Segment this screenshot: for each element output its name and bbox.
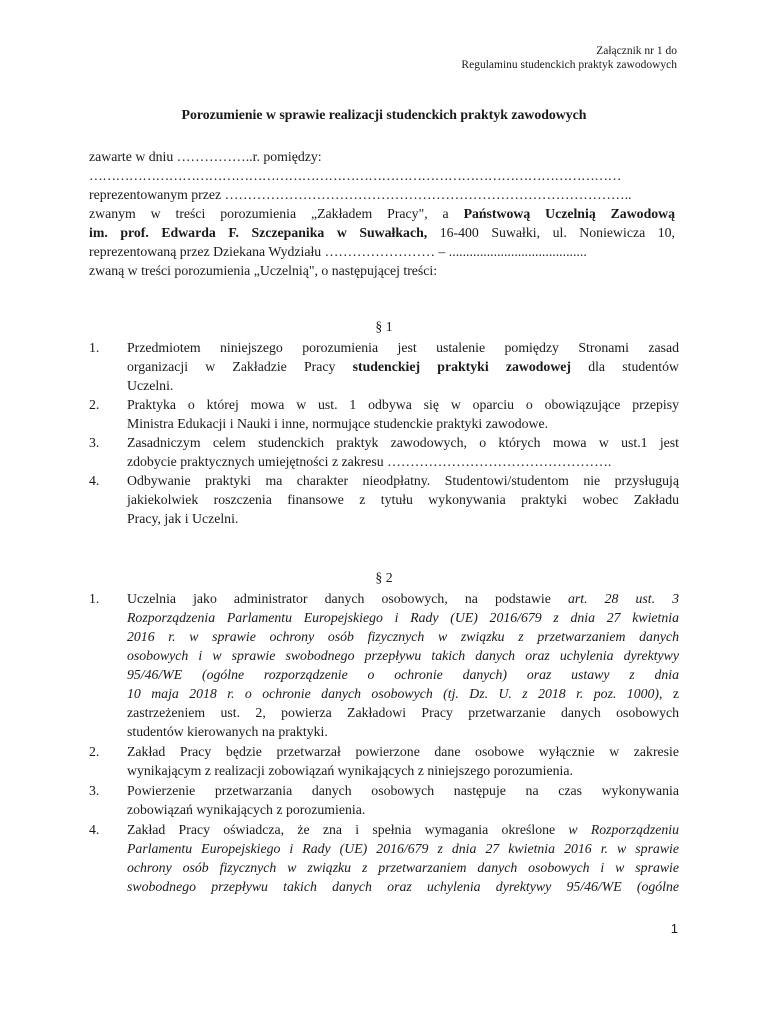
item-line: Przedmiotem niniejszego porozumienia jest ustalenie pomiędzy Stronami zasad (127, 340, 679, 355)
intro-workplace-line (89, 204, 675, 223)
item-line: Zasadniczym celem studenckich praktyk zawodowych, o których mowa w ust.1 jest (127, 435, 679, 450)
item-line: Pracy, jak i Uczelni. (127, 511, 239, 526)
item-line: zastrzeżeniem ust. 2, powierza Zakładowi Pracy przetwarzanie danych osobowych (127, 705, 679, 720)
item-line: zobowiązań wynikających z porozumienia. (127, 802, 366, 817)
university-name-part2: im. prof. Edwarda F. Szczepanika w Suwałkach, (89, 225, 428, 240)
intro-university-line (89, 223, 675, 242)
section-1-item-1 (89, 338, 679, 395)
intro-dean-line: reprezentowaną przez Dziekana Wydziału …………………… – ........................................ (89, 244, 587, 259)
document-title: Porozumienie w sprawie realizacji studenckich praktyk zawodowych (181, 107, 587, 122)
intro-party-line: ………………………………………………………………………………………………………… (89, 168, 621, 183)
attachment-regulation: Regulaminu studenckich praktyk zawodowych (461, 59, 677, 71)
item-number: 1. (89, 340, 100, 355)
section-2-heading: § 2 (375, 570, 393, 585)
section-1-heading: § 1 (375, 319, 393, 334)
item-number: 4. (89, 822, 100, 837)
legal-reference: art. 28 ust. 3 (567, 591, 679, 606)
item-line: jakiekolwiek roszczenia finansowe z tytułu wykonywania praktyki wobec Zakładu (127, 492, 679, 507)
item-line: Rozporządzenia Parlamentu Europejskiego i Rady (UE) 2016/679 z dnia 27 kwietnia (127, 610, 679, 625)
item-line: Uczelni. (127, 378, 174, 393)
attachment-label: Załącznik nr 1 do (596, 45, 677, 57)
section-1-item-4 (89, 471, 679, 528)
section-2-item-3 (89, 781, 679, 819)
intro-date-line: zawarte w dniu ……………..r. pomiędzy: (89, 149, 322, 164)
item-number: 2. (89, 744, 100, 759)
item-line: zdobycie praktycznych umiejętności z zakresu …………………………………………. (127, 454, 612, 469)
item-line: wynikającym z realizacji zobowiązań wynikających z niniejszego porozumienia. (127, 763, 573, 778)
intro-workplace-text: zwanym w treści porozumienia „Zakładem Pracy", a (89, 206, 464, 221)
item-number: 2. (89, 397, 100, 412)
intro-represented-line: reprezentowanym przez …………………………………………………………………………….. (89, 187, 632, 202)
item-line: organizacji w Zakładzie Pracy studenckiej praktyki zawodowej dla studentów (127, 359, 679, 374)
section-2-item-2 (89, 742, 679, 780)
practice-type-bold: studenckiej praktyki zawodowej (352, 359, 571, 374)
item-line: Parlamentu Europejskiego i Rady (UE) 2016/679 z dnia 27 kwietnia 2016 r. w sprawie (127, 841, 679, 856)
item-line: ochrony osób fizycznych w związku z przetwarzaniem danych osobowych i w sprawie (127, 860, 679, 875)
section-1-item-3 (89, 433, 679, 471)
item-line: studentów kierowanych na praktyki. (127, 724, 328, 739)
intro-closing-line: zwaną w treści porozumienia „Uczelnią", o następującej treści: (89, 263, 438, 278)
page-number: 1 (670, 921, 678, 936)
item-line: 10 maja 2018 r. o ochronie danych osobowych (tj. Dz. U. z 2018 r. poz. 1000), z (127, 686, 679, 701)
university-address: 16-400 Suwałki, ul. Noniewicza 10, (427, 225, 675, 240)
section-2-item-4 (89, 820, 679, 896)
item-number: 1. (89, 591, 100, 606)
item-line: Odbywanie praktyki ma charakter nieodpłatny. Studentowi/studentom nie przysługują (127, 473, 679, 488)
item-line: 2016 r. w sprawie ochrony osób fizycznych w związku z przetwarzaniem danych (127, 629, 679, 644)
item-line: Zakład Pracy oświadcza, że zna i spełnia wymagania określone w Rozporządzeniu (127, 822, 679, 837)
item-line: Ministra Edukacji i Nauki i inne, normujące studenckie praktyki zawodowe. (127, 416, 549, 431)
section-1-item-2 (89, 395, 679, 433)
item-number: 4. (89, 473, 100, 488)
item-line: swobodnego przepływu takich danych oraz uchylenia dyrektywy 95/46/WE (ogólne (127, 879, 679, 894)
item-line: Powierzenie przetwarzania danych osobowych następuje na czas wykonywania (127, 783, 679, 798)
item-line: Praktyka o której mowa w ust. 1 odbywa się w oparciu o obowiązujące przepisy (127, 397, 679, 412)
item-line: Uczelnia jako administrator danych osobowych, na podstawie art. 28 ust. 3 (127, 591, 679, 606)
item-line: Zakład Pracy będzie przetwarzał powierzone dane osobowe wyłącznie w zakresie (127, 744, 679, 759)
item-line: 95/46/WE (ogólne rozporządzenie o ochronie danych) oraz ustawy z dnia (127, 667, 679, 682)
section-2-item-1 (89, 589, 679, 741)
item-number: 3. (89, 435, 100, 450)
university-name-part1: Państwową Uczelnią Zawodową (463, 206, 675, 221)
item-number: 3. (89, 783, 100, 798)
item-line: osobowych i w sprawie swobodnego przepływu takich danych oraz uchylenia dyrektywy (127, 648, 679, 663)
